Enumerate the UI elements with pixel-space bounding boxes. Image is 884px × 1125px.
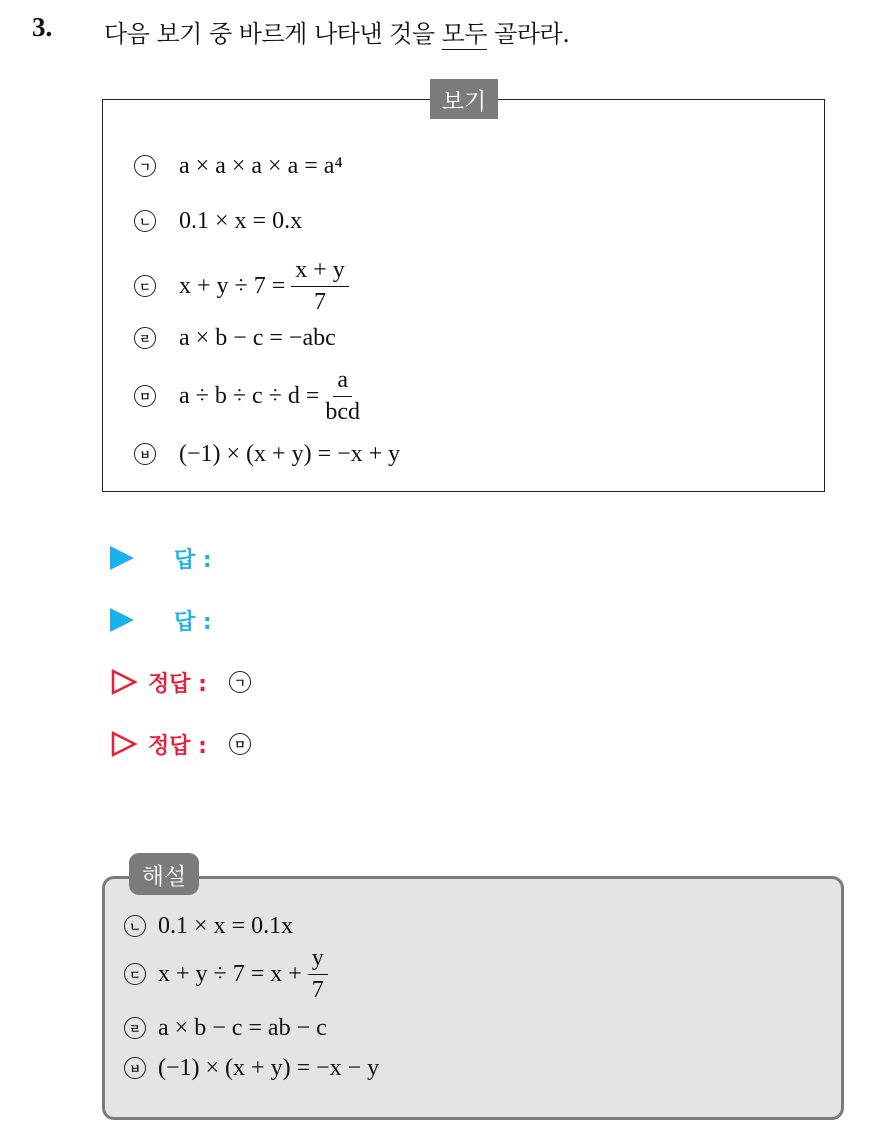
haeseol-expr: 0.1 × x = 0.1x <box>158 912 294 939</box>
bogi-tag: 보기 <box>430 79 498 119</box>
fraction <box>291 257 349 315</box>
question-text-after: 골라라. <box>487 20 570 48</box>
outline-triangle-icon <box>110 668 138 696</box>
bogi-item-6 <box>134 434 400 474</box>
bogi-item-4 <box>134 318 336 358</box>
question-text <box>104 14 569 49</box>
correct-answer-label: 정답 : <box>148 733 207 759</box>
fraction-numerator: x + y <box>291 257 349 286</box>
bogi-item-expr: a × a × a × a = a⁴ <box>179 152 343 179</box>
bogi-item-1 <box>134 146 343 186</box>
haeseol-expr: a × b − c = ab − c <box>158 1014 327 1041</box>
haeseol-expr: x + y ÷ 7 = x + <box>158 960 302 987</box>
haeseol-line-2 <box>124 945 328 1003</box>
fraction-denominator: 7 <box>314 288 327 315</box>
bogi-item-expr: x + y ÷ 7 = <box>179 272 286 299</box>
circled-mark: ㄴ <box>134 210 156 232</box>
answer-blank-2 <box>110 602 212 638</box>
question-text-before: 다음 보기 중 바르게 나타낸 것을 <box>104 20 442 48</box>
circled-mark: ㄹ <box>134 327 156 349</box>
fraction-denominator: bcd <box>325 398 361 425</box>
correct-answer-label: 정답 : <box>148 671 207 697</box>
fraction-numerator: a <box>333 367 352 396</box>
bogi-item-expr: (−1) × (x + y) = −x + y <box>179 440 401 467</box>
circled-mark: ㄱ <box>134 155 156 177</box>
bogi-item-3 <box>134 257 349 315</box>
bogi-item-expr: a × b − c = −abc <box>179 324 336 351</box>
circled-mark: ㄴ <box>124 915 146 937</box>
haeseol-line-1 <box>124 908 293 944</box>
haeseol-line-4 <box>124 1050 379 1086</box>
play-icon <box>110 608 134 632</box>
answer-label: 답 : <box>174 547 212 573</box>
question-text-underlined: 모두 <box>441 20 488 48</box>
bogi-item-expr: 0.1 × x = 0.x <box>179 207 303 234</box>
answer-blank-1 <box>110 540 212 576</box>
fraction <box>325 367 360 425</box>
haeseol-expr: (−1) × (x + y) = −x − y <box>158 1054 380 1081</box>
haeseol-tag: 해설 <box>129 853 199 895</box>
bogi-item-5 <box>134 367 361 425</box>
bogi-item-2 <box>134 201 302 241</box>
circled-mark: ㅁ <box>229 733 251 755</box>
fraction-denominator: 7 <box>311 976 324 1003</box>
correct-answer-1 <box>110 664 251 700</box>
play-icon <box>110 546 134 570</box>
outline-triangle-icon <box>110 730 138 758</box>
circled-mark: ㄷ <box>134 275 156 297</box>
fraction <box>308 945 328 1003</box>
circled-mark: ㅂ <box>124 1057 146 1079</box>
question-number: 3. <box>32 12 53 42</box>
answer-label: 답 : <box>174 609 212 635</box>
bogi-item-expr: a ÷ b ÷ c ÷ d = <box>179 382 320 409</box>
haeseol-line-3 <box>124 1010 327 1046</box>
fraction-numerator: y <box>308 945 328 974</box>
circled-mark: ㄱ <box>229 671 251 693</box>
circled-mark: ㄹ <box>124 1017 146 1039</box>
circled-mark: ㅁ <box>134 385 156 407</box>
correct-answer-2 <box>110 726 251 762</box>
circled-mark: ㄷ <box>124 963 146 985</box>
circled-mark: ㅂ <box>134 443 156 465</box>
